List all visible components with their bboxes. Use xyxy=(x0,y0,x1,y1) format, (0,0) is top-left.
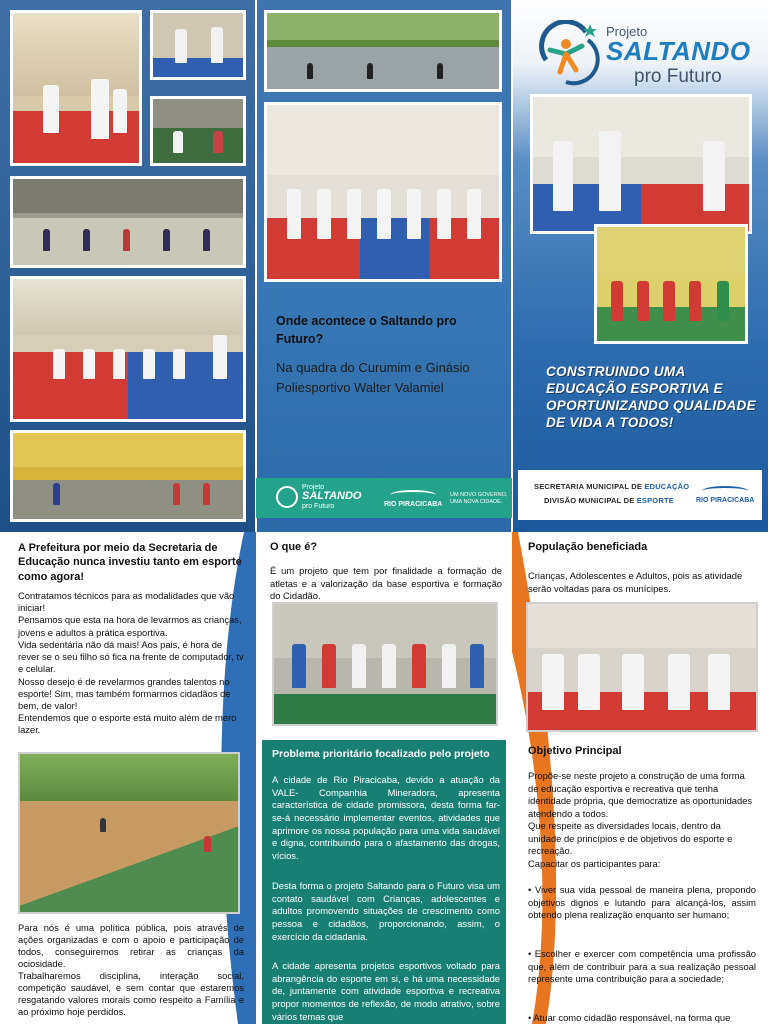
divisao-line xyxy=(544,496,674,505)
left-column-intro xyxy=(18,590,244,737)
objective-title: Objetivo Principal xyxy=(528,745,622,757)
small-logo-line2: SALTANDO xyxy=(302,490,362,503)
futsal-photo xyxy=(10,430,246,522)
secretaria-prefix: SECRETARIA MUNICIPAL DE xyxy=(534,482,645,491)
priority-problem-title: Problema prioritário focalizado pelo projeto xyxy=(272,748,490,760)
intro-line: Entendemos que o esporte está muito além de mero lazer. xyxy=(18,712,237,736)
taekwondo-kids-photo xyxy=(10,10,142,166)
project-logo xyxy=(536,14,756,94)
futsal-team-photo xyxy=(594,224,748,344)
brand-line1: Projeto xyxy=(606,24,648,39)
futsal-group-photo xyxy=(272,602,498,726)
intro-line: Vida sedentária não dá mais! Aos pais, é hora de rever se o seu filho só fica na frente de computador, tv e celular. xyxy=(18,638,244,675)
sports-court-photo xyxy=(18,752,240,914)
gov-motto-line1: UM NOVO GOVERNO, xyxy=(450,492,508,498)
taekwondo-team-photo xyxy=(264,102,502,282)
sparring-photo xyxy=(150,10,246,80)
what-is-title: O que é? xyxy=(270,541,318,553)
city-logo-text-cover: RIO PIRACICABA xyxy=(696,497,755,504)
panel-divider xyxy=(255,0,257,532)
location-answer: Na quadra do Curumim e Ginásio Poliesportivo Walter Valamiel xyxy=(276,360,470,395)
brand-line3: pro Futuro xyxy=(634,66,722,87)
instructor-photo xyxy=(530,94,752,234)
left-column-outro xyxy=(18,922,244,1018)
small-logo-line3: pro Futuro xyxy=(302,502,335,510)
intro-line: Nosso desejo é de revelarmos grandes talentos no esporte! Sim, mas também formarmos cidadãos de bem, de valor! xyxy=(18,675,231,711)
left-column-title: A Prefeitura por meio da Secretaria de Educação nunca investiu tanto em esporte como agora! xyxy=(18,542,242,583)
secretaria-highlight: EDUCAÇÃO xyxy=(644,482,690,491)
rio-piracicaba-logo xyxy=(384,490,442,508)
cover-slogan: CONSTRUINDO UMA EDUCAÇÃO ESPORTIVA E OPORTUNIZANDO QUALIDADE DE VIDA A TODOS! xyxy=(546,364,756,430)
priority-paragraph-2: Desta forma o projeto Saltando para o Futuro visa um contato saudável com Crianças, adolescentes e adultos promovendo situações de crescimento como pessoa e cidadãos, proporcionando, assim, o exercício da cidadania. xyxy=(272,880,500,942)
gym-floor-photo xyxy=(150,96,246,166)
priority-paragraph-3: A cidade apresenta projetos esportivos voltado para abrangência do esporte em si, e há uma necessidade de, juntamente com atividade esportiva e recreativa propor momentos de reflexão, de modo atrativo, sobre vários temas que xyxy=(272,960,500,1022)
city-logo-text: RIO PIRACICABA xyxy=(384,501,443,508)
saltando-emblem-icon xyxy=(536,20,602,86)
what-is-text: É um projeto que tem por finalidade a formação de atletas e a valorização da base esportiva e formação do Cidadão. xyxy=(270,565,502,602)
divisao-prefix: DIVISÃO MUNICIPAL DE xyxy=(544,496,637,505)
brand-line2: SALTANDO xyxy=(606,36,751,66)
population-title: População beneficiada xyxy=(528,541,648,553)
outro-paragraph: Trabalharemos disciplina, interação social, competição saudável, e sem contar que estaremos resgatando valores morais como respeito a Família e ao próximo hoje perdidos. xyxy=(18,970,244,1018)
population-text: Crianças, Adolescentes e Adultos, pois as atividade serão voltadas para os munícipes. xyxy=(528,570,743,594)
location-question: Onde acontece o Saltando pro Futuro? xyxy=(276,314,457,347)
class-group-photo xyxy=(10,276,246,422)
saltando-small-logo xyxy=(276,484,361,510)
jumper-icon xyxy=(276,486,298,508)
mountain-icon xyxy=(702,486,748,496)
objective-bullet: • Escolher e exercer com competência uma profissão que, além de contribuir para a sua realização pessoal represente uma contribuição para a sociedade; xyxy=(528,948,756,984)
rio-piracicaba-logo-cover xyxy=(696,486,754,504)
intro-line: Pensamos que esta na hora de levarmos as crianças, jovens e adultos à prática esportiva. xyxy=(18,614,242,638)
intro-line: Contratamos técnicos para as modalidades que vão iniciar! xyxy=(18,590,235,614)
objective-paragraph: Que respeite as diversidades locais, dentro da unidade de princípios e de objetivos do esporte e recreação. xyxy=(528,820,733,856)
objective-text xyxy=(528,770,756,870)
priority-paragraph-1: A cidade de Rio Piracicaba, devido a atuação da VALE- Companhia Mineradora, apresenta característica de cidade promissora, desta forma far-se-á necessário implementar eventos, atividades que aprimore os nossa população para uma vida saudável e digna, contribuindo para o afastamento das drogas, vícios. xyxy=(272,774,500,862)
panel-divider xyxy=(511,0,513,532)
objective-bullet: • Viver sua vida pessoal de maneira plena, propondo objetivos dignos e lutando para alcançá-los, assim obtendo plena realização enquanto ser humano; xyxy=(528,884,756,920)
objective-paragraph: Propõe-se neste projeto a construção de uma forma de educação esportiva e recreativa que tenha identidade própria, que democratize as oportunidades atendendo a todos. xyxy=(528,770,753,819)
small-logo-line1: Projeto xyxy=(302,484,325,491)
kids-taekwondo-photo xyxy=(526,602,758,732)
gov-motto-line2: UMA NOVA CIDADE. xyxy=(450,498,503,505)
outro-paragraph: Para nós é uma política pública, pois através de ações organizadas e com o apoio e participação de todos, conseguiremos retirar as crianças da ociosidade. xyxy=(18,922,244,970)
stretching-class-photo xyxy=(10,176,246,268)
divisao-highlight: ESPORTE xyxy=(636,496,674,505)
priority-problem-box xyxy=(262,740,506,1024)
outdoor-court-photo xyxy=(264,10,502,92)
objective-bullet: • Atuar como cidadão responsável, na forma que xyxy=(528,1012,731,1023)
objective-paragraph: Capacitar os participantes para: xyxy=(528,857,661,869)
secretaria-line xyxy=(534,482,689,491)
government-motto xyxy=(450,492,507,505)
mountain-icon xyxy=(390,490,436,500)
